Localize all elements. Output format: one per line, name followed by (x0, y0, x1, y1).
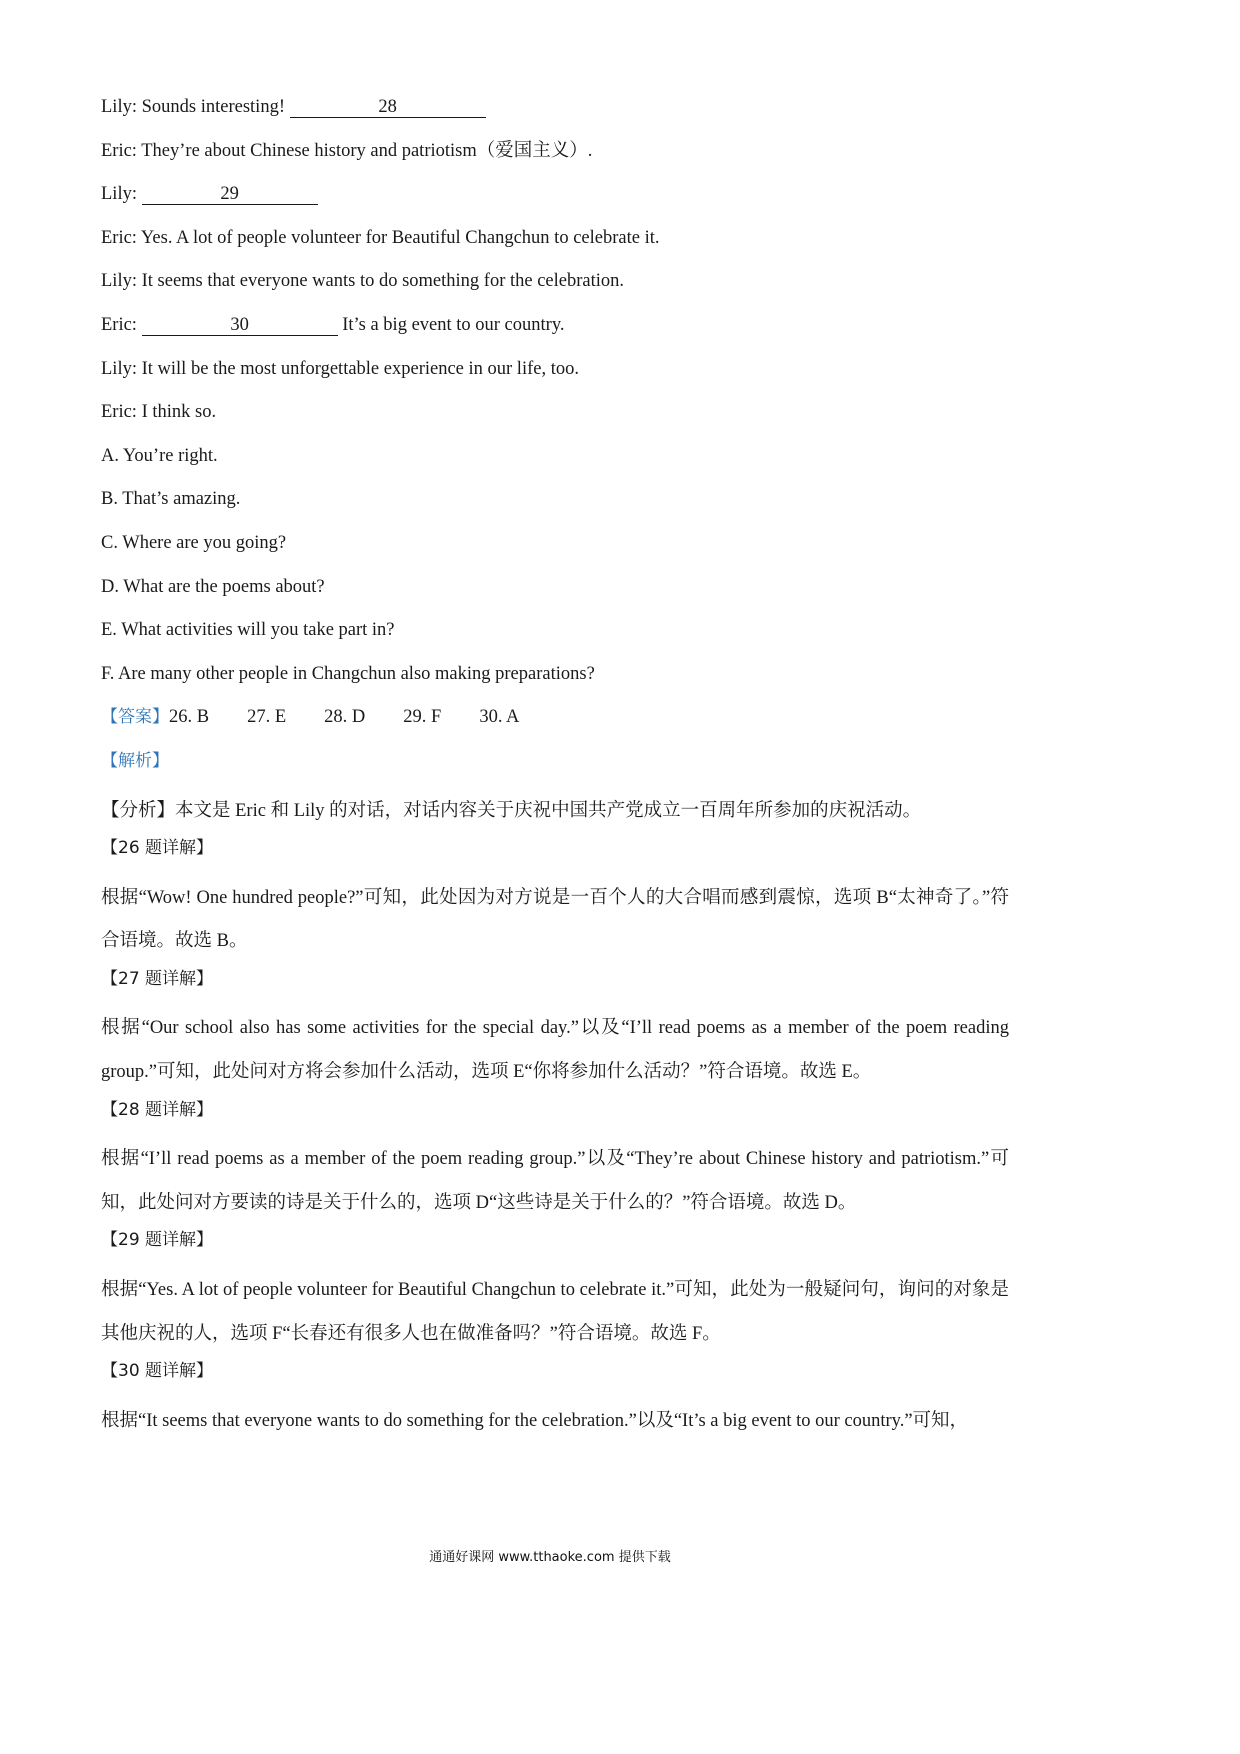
dialogue-text: It seems that everyone wants to do something for the celebration. (141, 271, 625, 292)
speaker: Lily: (101, 97, 137, 117)
answer-item: 27. E (247, 707, 287, 728)
dialogue-text: It’s a big event to our country. (342, 314, 565, 335)
analysis-label: 【解析】 (101, 750, 169, 771)
dialogue-line-4 (101, 223, 1009, 267)
speaker: Lily: (101, 358, 137, 379)
detail-text-26: 根据“Wow! One hundred people?”可知，此处因为对方说是一百个人的大合唱而感到震惊，选项 B“太神奇了。”符合语境。故选 B。 (101, 887, 1009, 952)
dialogue-text: It will be the most unforgettable experience in our life, too. (141, 358, 579, 379)
detail-text-27: 根据“Our school also has some activities for the special day.”以及“I’ll read poems as a member of the poem reading group.”可知，此处问对方将会参加什么活动，选项 E“你将参加什么活动？”符合语境。故选 E。 (101, 1018, 1009, 1083)
detail-heading-27: 【27 题详解】 (101, 968, 214, 989)
dialogue-line-8 (101, 397, 1009, 441)
dialogue-text: They’re about Chinese history and patriotism（爱国主义）. (141, 140, 593, 161)
option-f: F. Are many other people in Changchun also making preparations? (101, 663, 595, 684)
summary-paragraph: 【分析】本文是 Eric 和 Lily 的对话，对话内容关于庆祝中国共产党成立一百周年所参加的庆祝活动。 (101, 800, 922, 821)
detail-text-30: 根据“It seems that everyone wants to do something for the celebration.”以及“It’s a big event to our country.”可知， (101, 1410, 969, 1431)
speaker: Lily: (101, 184, 137, 205)
speaker: Eric: (101, 314, 137, 335)
answer-line (101, 702, 1009, 746)
answer-item: 29. F (403, 707, 442, 728)
option-b: B. That’s amazing. (101, 489, 241, 510)
dialogue-line-7 (101, 354, 1009, 398)
answer-blank-30: 30 (142, 311, 338, 336)
answer-label: 【答案】 (101, 707, 169, 728)
option-c: C. Where are you going? (101, 532, 287, 553)
option-e: E. What activities will you take part in? (101, 620, 395, 641)
detail-text-29: 根据“Yes. A lot of people volunteer for Beautiful Changchun to celebrate it.”可知，此处为一般疑问句，询问的对象是其他庆祝的人，选项 F“长春还有很多人也在做准备吗？”符合语境。故选 F。 (101, 1280, 1009, 1344)
speaker: Lily: (101, 271, 137, 292)
answer-item: 26. B (169, 707, 210, 728)
detail-heading-26: 【26 题详解】 (101, 838, 214, 859)
detail-heading-30: 【30 题详解】 (101, 1361, 214, 1382)
dialogue-line-2 (101, 136, 1009, 180)
answer-blank-29: 29 (142, 180, 318, 205)
dialogue-line-5 (101, 266, 1009, 310)
answer-item: 30. A (479, 707, 520, 728)
option-d: D. What are the poems about? (101, 576, 325, 597)
speaker: Eric: (101, 227, 137, 248)
detail-heading-28: 【28 题详解】 (101, 1099, 214, 1120)
page-footer: 通通好课网 www.tthaoke.com 提供下载 (429, 1550, 671, 1565)
answer-item: 28. D (324, 707, 366, 728)
dialogue-text: Yes. A lot of people volunteer for Beautiful Changchun to celebrate it. (140, 227, 660, 248)
analysis-line (101, 746, 1009, 790)
answer-blank-28: 28 (290, 93, 486, 118)
dialogue-text: Sounds interesting! (141, 97, 285, 117)
speaker: Eric: (101, 140, 137, 161)
dialogue-line-6 (101, 310, 1009, 354)
dialogue-line-3 (101, 179, 1009, 223)
document-page (101, 92, 1009, 1443)
dialogue-text: I think so. (141, 402, 217, 423)
speaker: Eric: (101, 402, 137, 423)
option-a: A. You’re right. (101, 445, 218, 466)
detail-heading-29: 【29 题详解】 (101, 1230, 214, 1251)
detail-text-28: 根据“I’ll read poems as a member of the poem reading group.”以及“They’re about Chinese history and patriotism.”可知，此处问对方要读的诗是关于什么的，选项 D“这些诗是关于什么的？”符合语境。故选 D。 (101, 1149, 1009, 1213)
dialogue-line-1 (101, 92, 1009, 136)
